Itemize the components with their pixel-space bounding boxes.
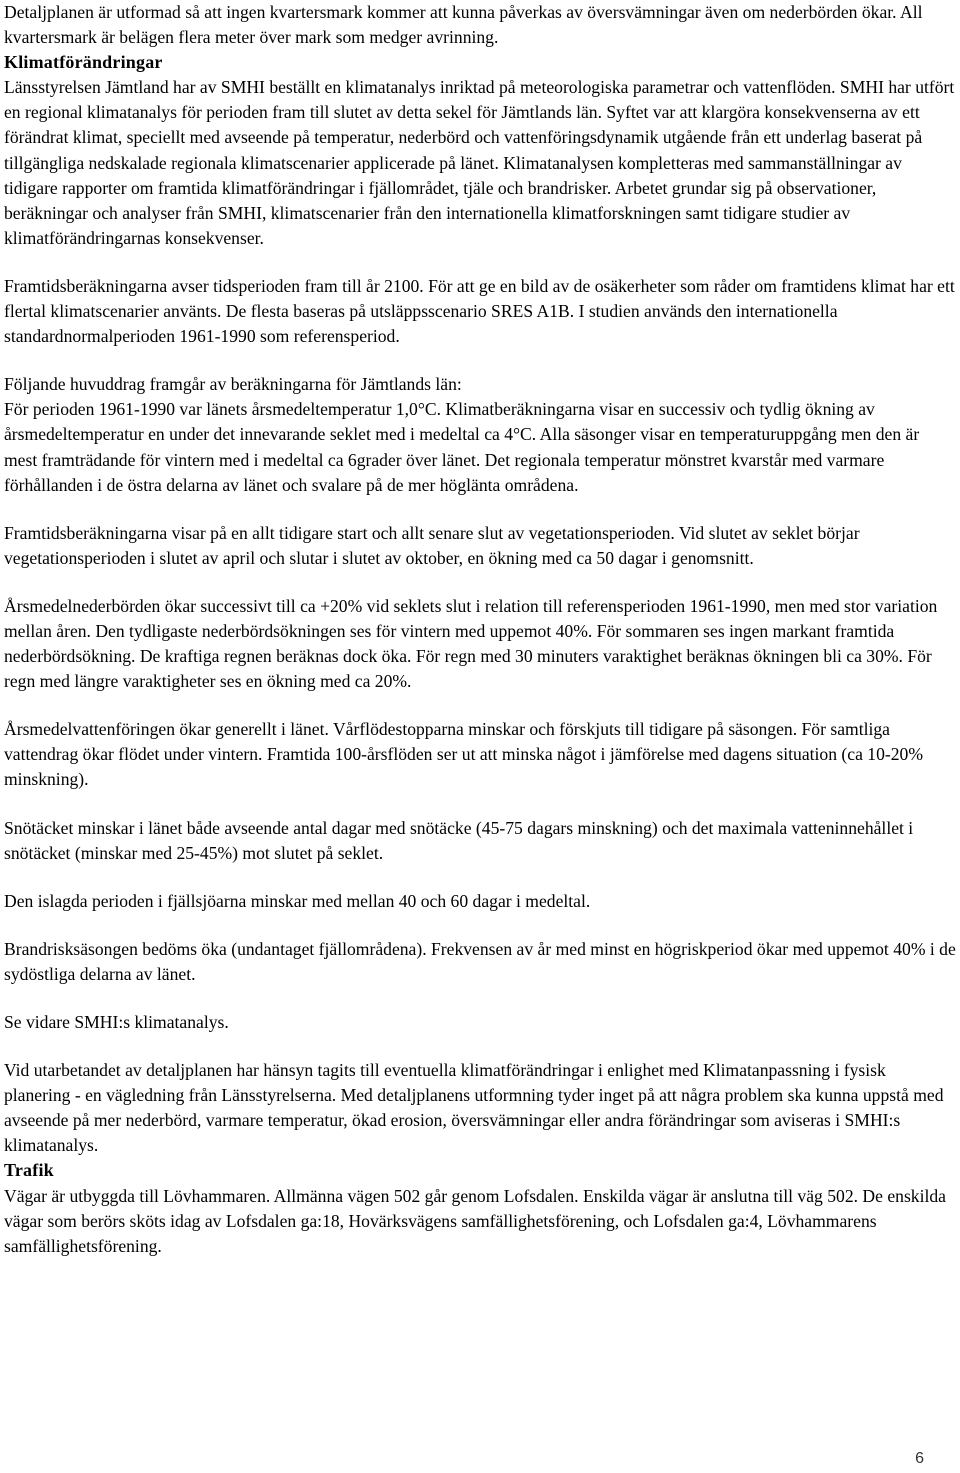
klimat-paragraph: Länsstyrelsen Jämtland har av SMHI beställt en klimatanalys inriktad på meteorologiska parametrar och vattenflöden. SMHI har utfört en regional klimatanalys för perioden fram till slutet av detta sekel för Jämtlands län. Syftet var att klargöra konsekvenserna av ett förändrat klimat, speciellt med avseende på temperatur, nederbörd och vattenföringsdynamik utgående från ett underlag baserat på tillgängliga nedskalade regionala klimatscenarier applicerade på länet. Klimatanalysen kompletteras med sammanställningar av tidigare rapporter om framtida klimatförändringar i fjällområdet, tjäle och brandrisker. Arbetet grundar sig på observationer, beräkningar och analyser från SMHI, klimatscenarier från den internationella klimatforskningen samt tidigare studier av klimatförändringarnas konsekvenser. [4, 77, 955, 248]
vegetation-paragraph: Framtidsberäkningarna visar på en allt tidigare start och allt senare slut av vegetationsperioden. Vid slutet av seklet börjar vegetationsperioden i slutet av april och slutar i slutet av oktober, en ökning med ca 50 dagar i genomsnitt. [4, 522, 860, 568]
foljande-lead: Följande huvuddrag framgår av beräkningarna för Jämtlands län: [4, 374, 462, 395]
page-number: 6 [915, 1450, 924, 1467]
islagda-paragraph: Den islagda perioden i fjällsjöarna minskar med mellan 40 och 60 dagar i medeltal. [4, 890, 591, 911]
utarbetandet-paragraph: Vid utarbetandet av detaljplanen har hänsyn tagits till eventuella klimatförändringar i enlighet med Klimatanpassning i fysisk planering - en vägledning från Länsstyrelserna. Med detaljplanens utformning tyder inget på att några problem ska kunna uppstå med avseende på mer nederbörd, varmare temperatur, ökad erosion, översvämningar eller andra förändringar som aviseras i SMHI:s klimatanalys. [4, 1060, 944, 1156]
se-vidare-paragraph: Se vidare SMHI:s klimatanalys. [4, 1012, 229, 1032]
framtid-paragraph: Framtidsberäkningarna avser tidsperioden fram till år 2100. För att ge en bild av de osäkerheter som råder om framtidens klimat har ett flertal klimatscenarier använts. De flesta baseras på utsläppsscenario SRES A1B. I studien används den internationella standardnormalperioden 1961-1990 som referensperiod. [4, 275, 955, 347]
temperatur-paragraph: För perioden 1961-1990 var länets årsmedeltemperatur 1,0°C. Klimatberäkningarna visar en successiv och tydlig ökning av årsmedeltemperatur en under det innevarande seklet med i medeltal ca 4°C. Alla säsonger visar en temperaturuppgång men den är mest framträdande för vintern med i medeltal ca 6grader över länet. Det regionala temperatur mönstret kvarstår med varmare förhållanden i de östra delarna av länet och svalare på de mer höglänta områdena. [4, 399, 920, 495]
nederbord-paragraph: Årsmedelnederbörden ökar successivt till ca +20% vid seklets slut i relation till referensperioden 1961-1990, men med stor variation mellan åren. Den tydligaste nederbördsökningen ses för vintern med uppemot 40%. För sommaren ses ingen markant framtida nederbördsökning. De kraftiga regnen beräknas dock öka. För regn med 30 minuters varaktighet beräknas ökningen bli ca 30%. För regn med längre varaktigheter ses en ökning med ca 20%. [4, 595, 938, 692]
snotacke-paragraph: Snötäcket minskar i länet både avseende antal dagar med snötäcke (45-75 dagars minskning) och det maximala vatteninnehållet i snötäcket (minskar med 25-45%) mot slutet på seklet. [4, 817, 914, 863]
trafik-paragraph: Vägar är utbyggda till Lövhammaren. Allmänna vägen 502 går genom Lofsdalen. Enskilda vägar är anslutna till väg 502. De enskilda vägar som berörs sköts idag av Lofsdalen ga:18, Hovärksvägens samfällighetsförening, och Lofsdalen ga:4, Lövhammarens samfällighetsförening. [4, 1185, 946, 1256]
heading-trafik: Trafik [4, 1160, 54, 1181]
vattenforing-paragraph: Årsmedelvattenföringen ökar generellt i länet. Vårflödestopparna minskar och förskjuts till tidigare på säsongen. För samtliga vattendrag ökar flödet under vintern. Framtida 100-årsflöden ser ut att minska något i jämförelse med dagens situation (ca 10-20% minskning). [4, 719, 923, 790]
brandrisk-paragraph: Brandrisksäsongen bedöms öka (undantaget fjällområdena). Frekvensen av år med minst en högriskperiod ökar med uppemot 40% i de sydöstliga delarna av länet. [4, 938, 956, 984]
document-page [4, 0, 956, 1259]
intro-paragraph: Detaljplanen är utformad så att ingen kvartersmark kommer att kunna påverkas av översvämningar även om nederbörden ökar. All kvartersmark är belägen flera meter över mark som medger avrinning. [4, 2, 923, 48]
heading-klimatforandringar: Klimatförändringar [4, 52, 163, 73]
